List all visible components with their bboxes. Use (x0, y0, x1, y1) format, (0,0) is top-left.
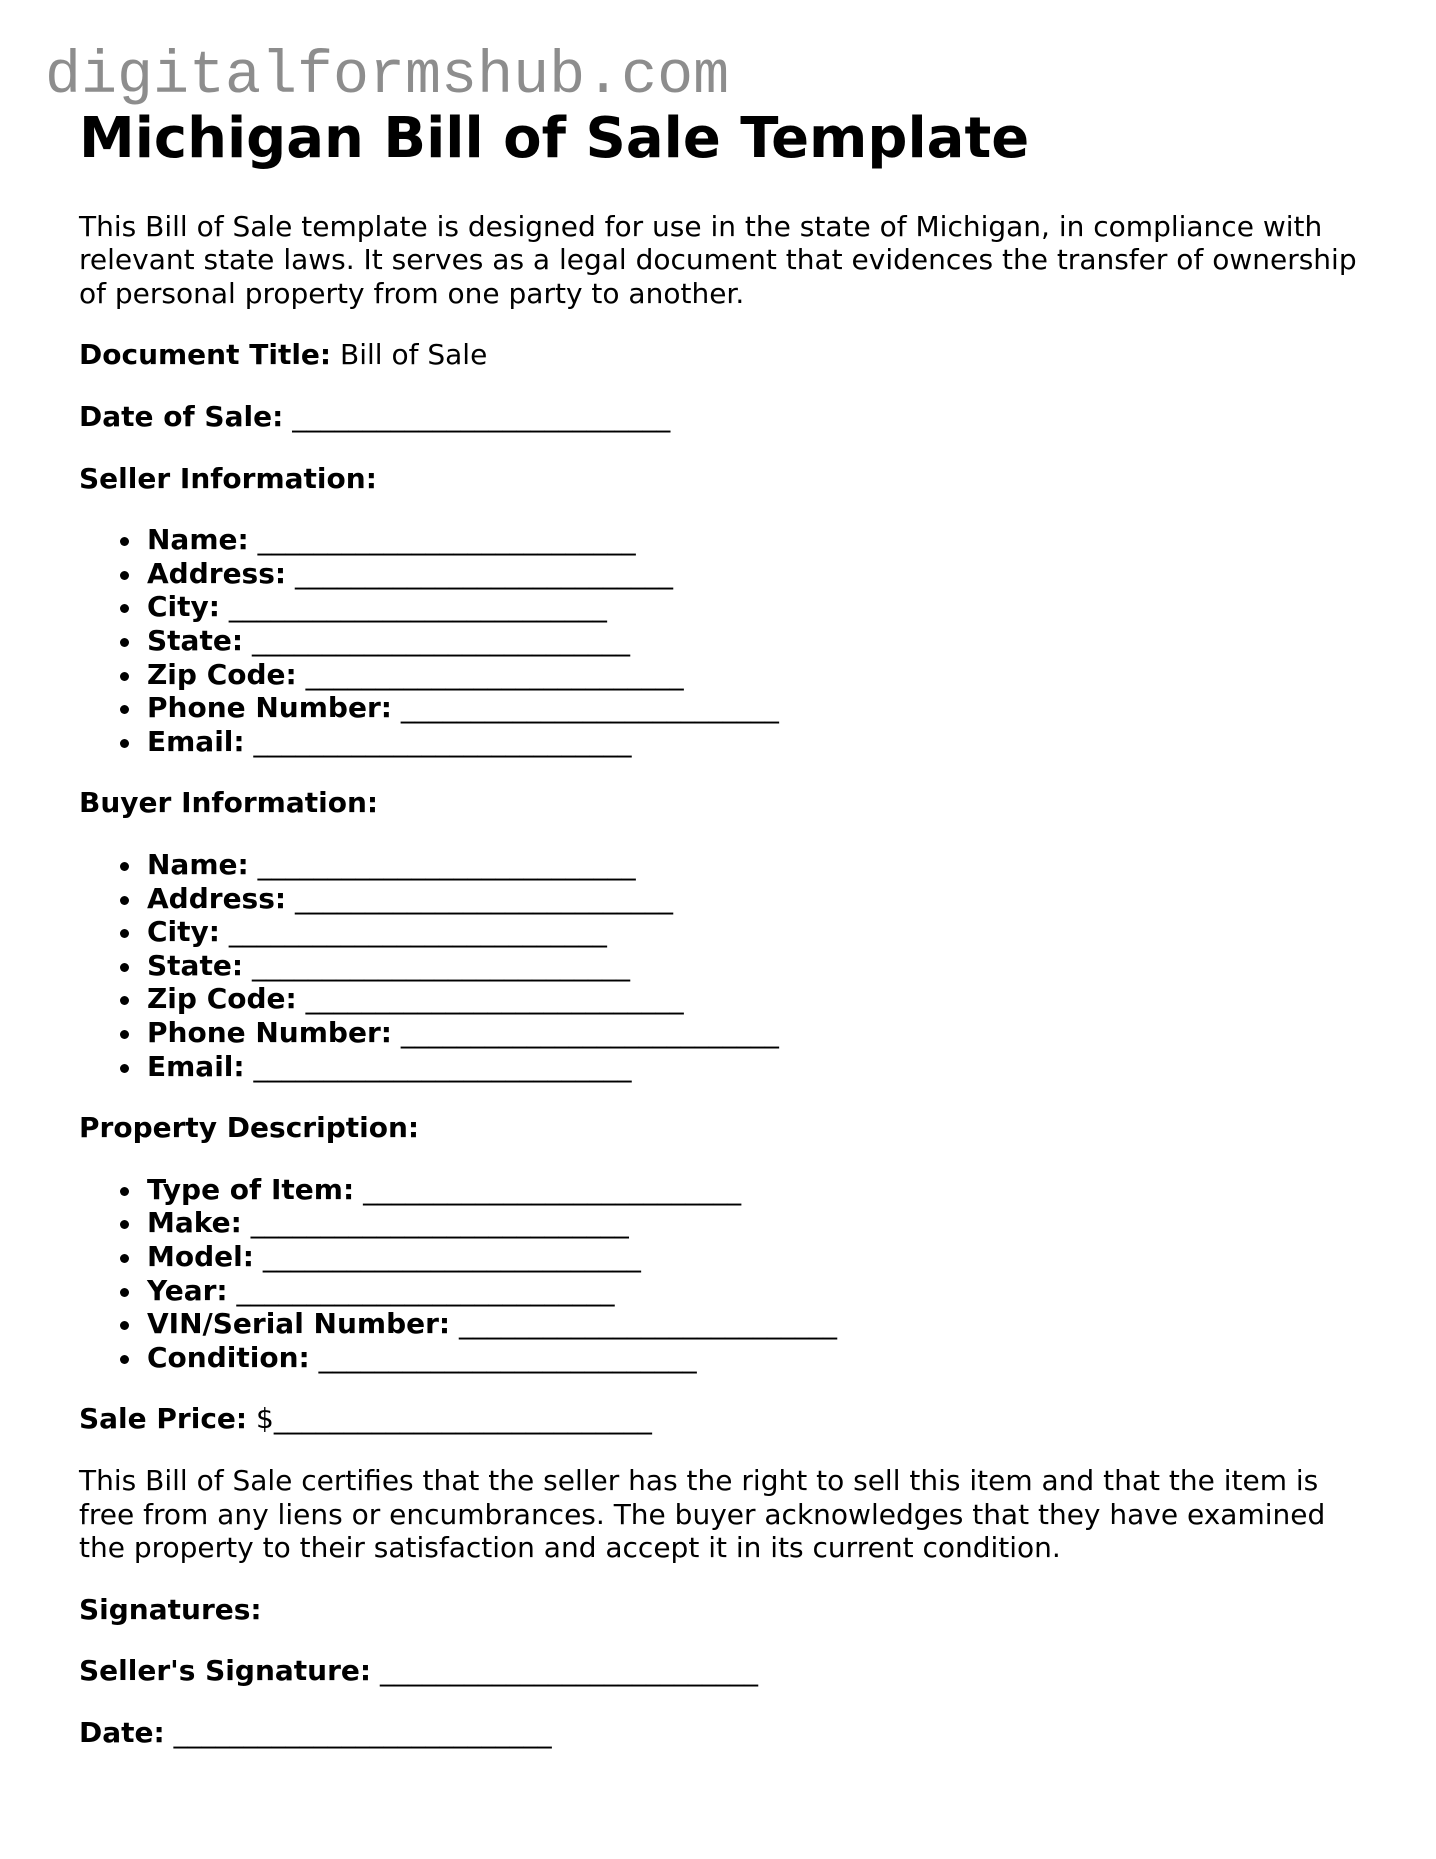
document-body (79, 105, 1409, 1777)
document-title-field (79, 338, 1409, 372)
field-label: Name: (147, 523, 249, 557)
seller-signature-field (79, 1654, 1409, 1688)
field-label: VIN/Serial Number: (147, 1307, 451, 1341)
blank-line: ___________________________ (253, 1049, 632, 1083)
blank-line: ___________________________ (262, 1239, 641, 1273)
buyer-address-item (147, 882, 1409, 916)
blank-line: ___________________________ (251, 948, 630, 982)
certification-line: the property to their satisfaction and accept it in its current condition. (79, 1531, 1061, 1565)
intro-line: This Bill of Sale template is designed for use in the state of Michigan, in compliance with (79, 209, 1323, 243)
certification-line: free from any liens or encumbrances. The buyer acknowledges that they have examined (79, 1497, 1326, 1531)
buyer-phone-item (147, 1016, 1409, 1050)
seller-section-heading (79, 462, 1409, 496)
seller-address-item (147, 557, 1409, 591)
blank-line: ___________________________ (257, 848, 636, 882)
date-of-sale-field (79, 400, 1409, 434)
date-of-sale-blank: ___________________________ (292, 400, 671, 434)
property-make-item (147, 1206, 1409, 1240)
seller-phone-item (147, 691, 1409, 725)
blank-line: ___________________________ (305, 657, 684, 691)
seller-signature-label: Seller's Signature: (79, 1654, 372, 1688)
property-heading-text: Property Description: (79, 1111, 420, 1145)
intro-line: of personal property from one party to another. (79, 276, 745, 310)
field-label: Address: (147, 881, 287, 915)
seller-field-list (79, 523, 1409, 758)
blank-line: ___________________________ (228, 590, 607, 624)
field-label: Year: (147, 1273, 228, 1307)
field-label: Phone Number: (147, 1015, 392, 1049)
field-label: State: (147, 624, 244, 658)
signatures-heading-text: Signatures: (79, 1592, 262, 1626)
buyer-heading-text: Buyer Information: (79, 786, 379, 820)
sale-price-label: Sale Price: (79, 1402, 248, 1436)
field-label: Email: (147, 1049, 245, 1083)
blank-line: ___________________________ (318, 1340, 697, 1374)
document-title-label: Document Title: (79, 338, 332, 372)
sale-price-blank: ___________________________ (273, 1402, 652, 1436)
blank-line: ___________________________ (250, 1206, 629, 1240)
watermark: digitalformshub.com (45, 43, 730, 111)
blank-line: ___________________________ (236, 1273, 615, 1307)
intro-line: relevant state laws. It serves as a legal document that evidences the transfer of ownership (79, 243, 1357, 277)
buyer-field-list (79, 848, 1409, 1083)
seller-email-item (147, 725, 1409, 759)
blank-line: ___________________________ (253, 724, 632, 758)
blank-line: ___________________________ (257, 523, 636, 557)
signature-date-field (79, 1716, 1409, 1750)
field-label: Make: (147, 1206, 242, 1240)
blank-line: ___________________________ (400, 691, 779, 725)
property-section-heading (79, 1111, 1409, 1145)
field-label: Type of Item: (147, 1172, 355, 1206)
buyer-email-item (147, 1050, 1409, 1084)
property-type-item (147, 1173, 1409, 1207)
property-vin-item (147, 1307, 1409, 1341)
field-label: Email: (147, 724, 245, 758)
buyer-section-heading (79, 786, 1409, 820)
buyer-city-item (147, 915, 1409, 949)
seller-city-item (147, 590, 1409, 624)
date-of-sale-label: Date of Sale: (79, 400, 284, 434)
buyer-state-item (147, 949, 1409, 983)
buyer-name-item (147, 848, 1409, 882)
signature-date-label: Date: (79, 1715, 165, 1749)
property-field-list (79, 1173, 1409, 1375)
property-year-item (147, 1274, 1409, 1308)
field-label: Zip Code: (147, 657, 297, 691)
blank-line: ___________________________ (400, 1015, 779, 1049)
seller-name-item (147, 523, 1409, 557)
blank-line: ___________________________ (295, 556, 673, 590)
field-label: City: (147, 590, 220, 624)
field-label: Condition: (147, 1340, 310, 1374)
blank-line: ___________________________ (295, 881, 673, 915)
field-label: Zip Code: (147, 982, 297, 1016)
buyer-zip-item (147, 982, 1409, 1016)
blank-line: ___________________________ (228, 915, 607, 949)
sale-price-field (79, 1402, 1409, 1436)
intro-paragraph (79, 210, 1409, 311)
field-label: City: (147, 915, 220, 949)
field-label: Phone Number: (147, 691, 392, 725)
signatures-heading (79, 1593, 1409, 1627)
blank-line: ___________________________ (459, 1307, 838, 1341)
property-model-item (147, 1240, 1409, 1274)
seller-zip-item (147, 658, 1409, 692)
field-label: Address: (147, 556, 287, 590)
currency-symbol: $ (256, 1402, 274, 1436)
field-label: Name: (147, 848, 249, 882)
signature-date-blank: ___________________________ (173, 1715, 552, 1749)
field-label: Model: (147, 1239, 254, 1273)
certification-line: This Bill of Sale certifies that the seller has the right to sell this item and that the item is (79, 1463, 1319, 1497)
blank-line: ___________________________ (305, 982, 684, 1016)
blank-line: ___________________________ (363, 1172, 742, 1206)
blank-line: ___________________________ (251, 624, 630, 658)
page-title: Michigan Bill of Sale Template (79, 106, 1030, 171)
certification-paragraph (79, 1464, 1409, 1565)
field-label: State: (147, 948, 244, 982)
document-title-value: Bill of Sale (340, 338, 488, 372)
seller-state-item (147, 624, 1409, 658)
seller-signature-blank: ___________________________ (380, 1654, 758, 1688)
property-condition-item (147, 1341, 1409, 1375)
seller-heading-text: Seller Information: (79, 461, 377, 495)
